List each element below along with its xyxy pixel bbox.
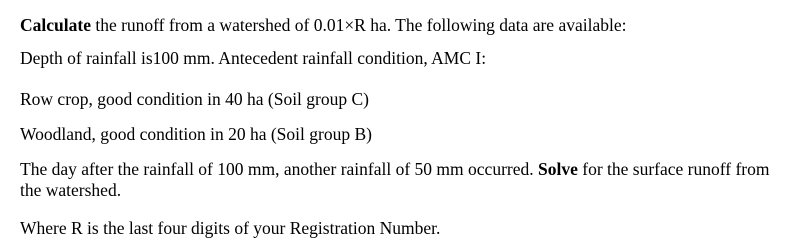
problem-statement-text: the runoff from a watershed of 0.01×R ha. The following data are available: bbox=[90, 15, 627, 35]
rainfall-depth-line: Depth of rainfall is100 mm. Antecedent rainfall condition, AMC I: bbox=[20, 48, 487, 68]
second-rainfall-text-end: for the surface runoff from the watershed. bbox=[20, 159, 770, 200]
solve-keyword: Solve bbox=[538, 159, 578, 179]
registration-note: Where R is the last four digits of your Registration Number. bbox=[20, 218, 441, 238]
second-rainfall-text: The day after the rainfall of 100 mm, another rainfall of 50 mm occurred. bbox=[20, 159, 538, 179]
second-rainfall-paragraph bbox=[20, 159, 790, 201]
problem-statement bbox=[20, 15, 790, 36]
calculate-keyword: Calculate bbox=[20, 15, 91, 35]
woodland-line: Woodland, good condition in 20 ha (Soil group B) bbox=[20, 124, 372, 144]
row-crop-line: Row crop, good condition in 40 ha (Soil group C) bbox=[20, 89, 370, 109]
